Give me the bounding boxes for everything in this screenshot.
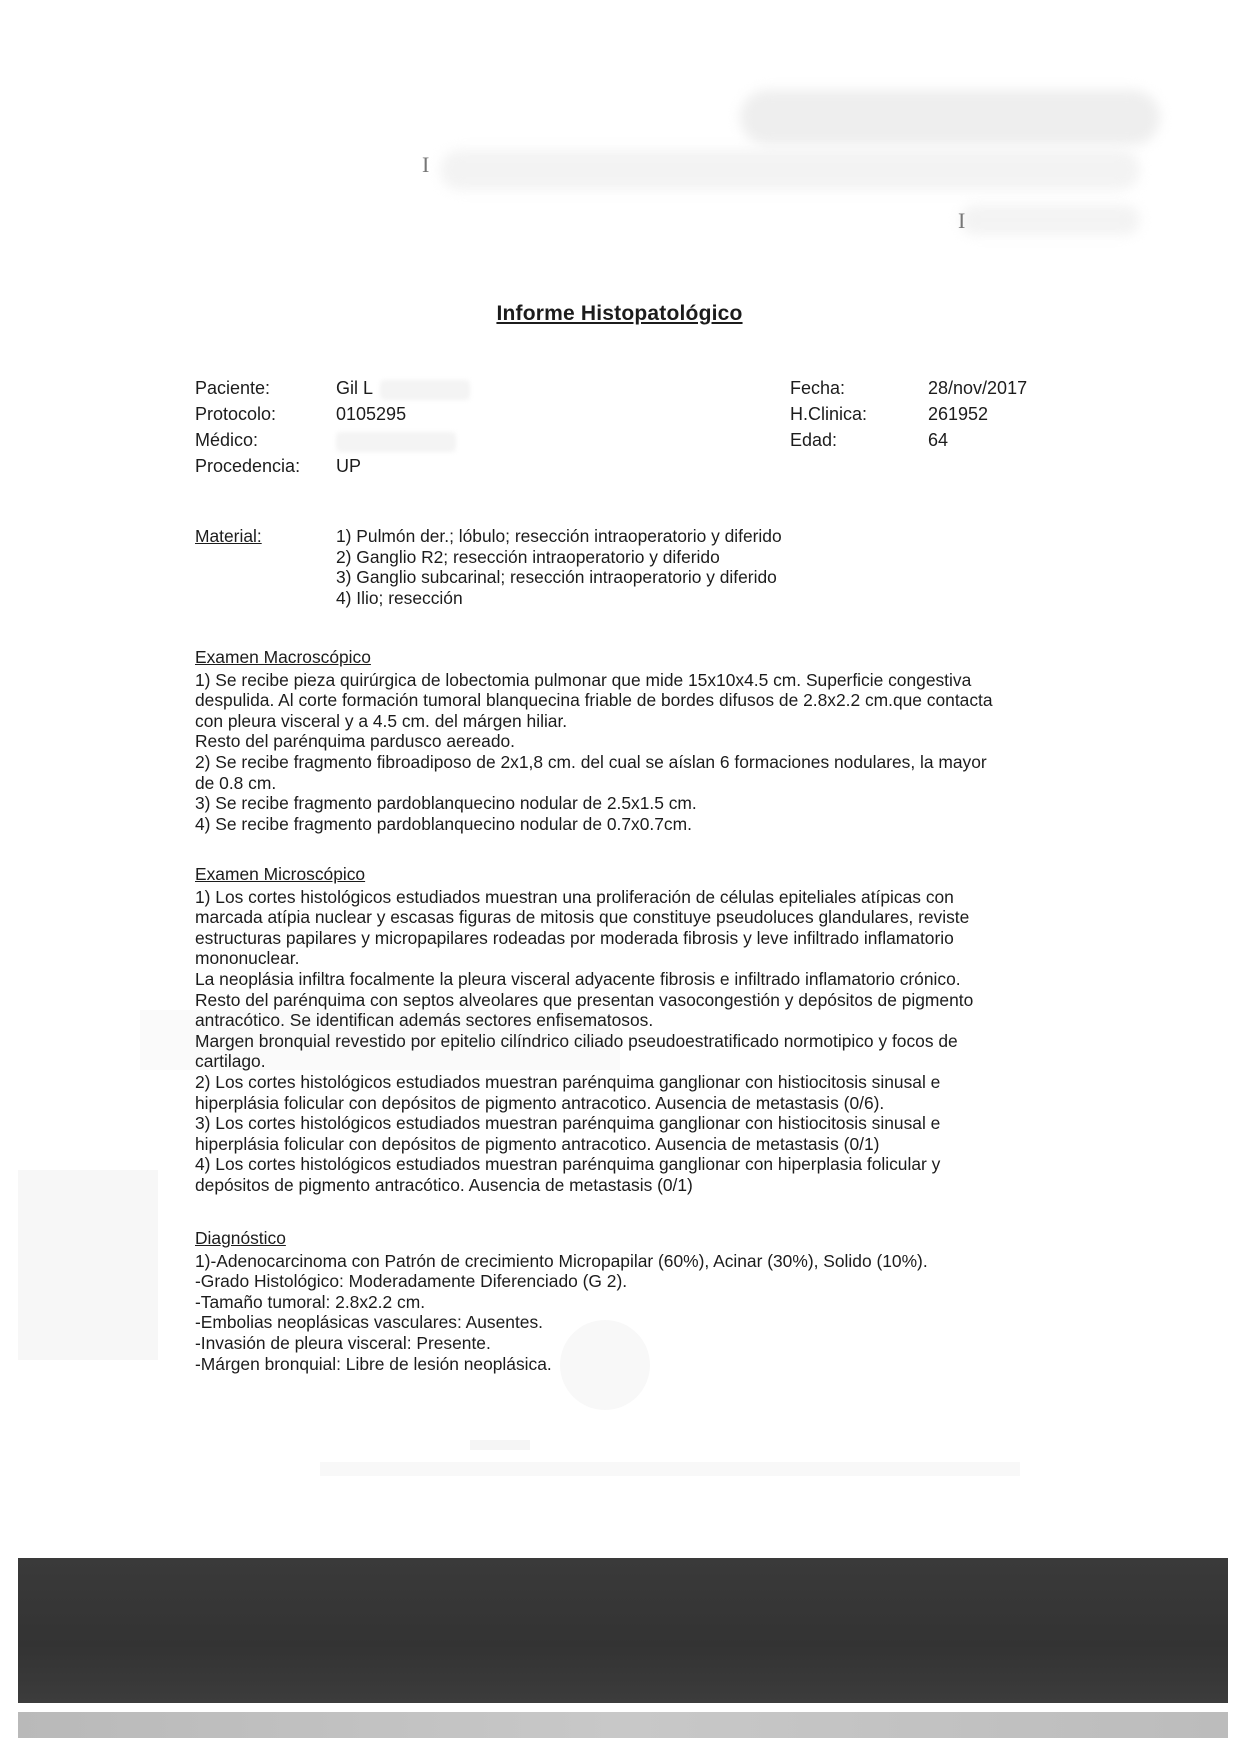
material-label: Material: — [195, 526, 262, 546]
paciente-value: Gil L — [336, 378, 374, 398]
hclinica-value: 261952 — [928, 404, 989, 424]
macro-line: de 0.8 cm. — [195, 772, 277, 793]
micro-line: estructuras papilares y micropapilares rodeadas por moderada fibrosis y leve infiltrado inflamatorio — [195, 927, 954, 948]
macro-line: 1) Se recibe pieza quirúrgica de lobectomia pulmonar que mide 15x10x4.5 cm. Superficie congestiva — [195, 669, 972, 690]
diag-line: -Márgen bronquial: Libre de lesión neoplásica. — [195, 1353, 552, 1374]
macro-line: con pleura visceral y a 4.5 cm. del márgen hiliar. — [195, 710, 568, 731]
macro-section — [195, 647, 1095, 834]
material-item: 1) Pulmón der.; lóbulo; resección intraoperatorio y diferido — [336, 526, 782, 546]
fecha-label: Fecha: — [790, 378, 846, 398]
macro-line: 3) Se recibe fragmento pardoblanquecino nodular de 2.5x1.5 cm. — [195, 793, 697, 814]
micro-line: mononuclear. — [195, 948, 300, 969]
diag-title: Diagnóstico — [195, 1228, 286, 1248]
letterhead-mark-2: I — [958, 208, 966, 233]
diag-section — [195, 1228, 1095, 1374]
diag-line: -Embolias neoplásicas vasculares: Ausentes. — [195, 1312, 543, 1333]
macro-line: 4) Se recibe fragmento pardoblanquecino nodular de 0.7x0.7cm. — [195, 813, 692, 834]
micro-line: depósitos de pigmento antracótico. Ausencia de metastasis (0/1) — [195, 1174, 693, 1195]
scan-ghost — [18, 1170, 158, 1360]
letterhead-mark: I — [422, 152, 430, 177]
material-item: 4) Ilio; resección — [336, 587, 463, 608]
faint-remnant — [470, 1440, 530, 1450]
paciente-redaction — [380, 380, 470, 400]
micro-line: La neoplásia infiltra focalmente la pleura visceral adyacente fibrosis e infiltrado inflamatorio crónico. — [195, 968, 961, 989]
footer-strip — [18, 1712, 1228, 1738]
protocolo-value: 0105295 — [336, 404, 407, 424]
letterhead-ghost-2 — [440, 150, 1140, 190]
protocolo-label: Protocolo: — [195, 404, 277, 424]
edad-value: 64 — [928, 430, 949, 450]
micro-line: Resto del parénquima con septos alveolares que presentan vasocongestión y depósitos de pigmento — [195, 989, 974, 1010]
hclinica-label: H.Clinica: — [790, 404, 868, 424]
micro-line: cartilago. — [195, 1051, 266, 1072]
micro-line: Margen bronquial revestido por epitelio cilíndrico ciliado pseudoestratificado normotipico y focos de — [195, 1030, 958, 1051]
macro-title: Examen Macroscópico — [195, 647, 371, 667]
material-list — [336, 526, 782, 608]
footer-band — [18, 1558, 1228, 1703]
micro-line: hiperplásia folicular con depósitos de pigmento antracotico. Ausencia de metastasis (0/6). — [195, 1092, 885, 1113]
macro-line: despulida. Al corte formación tumoral blanquecina friable de bordes difusos de 2.8x2.2 cm.que contacta — [195, 690, 993, 711]
letterhead-ghost — [740, 90, 1160, 145]
procedencia-label: Procedencia: — [195, 456, 301, 476]
micro-line: 2) Los cortes histológicos estudiados muestran parénquima ganglionar con histiocitosis sinusal e — [195, 1071, 941, 1092]
macro-line: Resto del parénquima pardusco aereado. — [195, 731, 516, 752]
macro-line: 2) Se recibe fragmento fibroadiposo de 2x1,8 cm. del cual se aíslan 6 formaciones nodulares, la mayor — [195, 751, 987, 772]
material-item: 3) Ganglio subcarinal; resección intraoperatorio y diferido — [336, 567, 777, 588]
micro-line: antracótico. Se identifican además sectores enfisematosos. — [195, 1010, 654, 1031]
micro-line: 4) Los cortes histológicos estudiados muestran parénquima ganglionar con hiperplasia folicular y — [195, 1154, 941, 1175]
report-title: Informe Histopatológico — [496, 302, 743, 325]
fecha-value: 28/nov/2017 — [928, 378, 1028, 398]
faint-remnant-2 — [320, 1462, 1020, 1476]
micro-section — [195, 864, 1095, 1196]
medico-label: Médico: — [195, 430, 259, 450]
diag-line: -Grado Histológico: Moderadamente Diferenciado (G 2). — [195, 1271, 628, 1292]
micro-line: marcada atípia nuclear y escasas figuras de mitosis que constituye pseudoluces glandulares, reviste — [195, 907, 970, 928]
diag-line: -Invasión de pleura visceral: Presente. — [195, 1332, 491, 1353]
diag-line: 1)-Adenocarcinoma con Patrón de crecimiento Micropapilar (60%), Acinar (30%), Solido (10%). — [195, 1250, 928, 1271]
material-item: 2) Ganglio R2; resección intraoperatorio y diferido — [336, 546, 720, 567]
diag-line: -Tamaño tumoral: 2.8x2.2 cm. — [195, 1291, 426, 1312]
medico-redaction — [336, 432, 456, 452]
paciente-label: Paciente: — [195, 378, 271, 398]
micro-line: 1) Los cortes histológicos estudiados muestran una proliferación de células epiteliales atípicas con — [195, 886, 954, 907]
micro-line: 3) Los cortes histológicos estudiados muestran parénquima ganglionar con histiocitosis sinusal e — [195, 1113, 941, 1134]
procedencia-value: UP — [336, 456, 362, 476]
letterhead-ghost-3 — [960, 205, 1140, 235]
micro-title: Examen Microscópico — [195, 864, 366, 884]
edad-label: Edad: — [790, 430, 838, 450]
micro-line: hiperplásia folicular con depósitos de pigmento antracotico. Ausencia de metastasis (0/1) — [195, 1133, 880, 1154]
